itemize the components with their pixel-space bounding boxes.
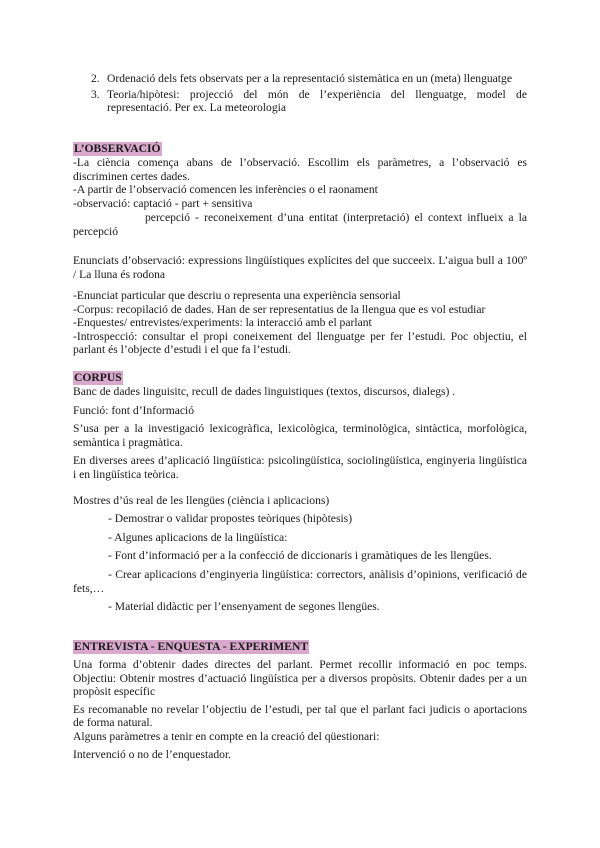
corpus-sub-item (73, 549, 527, 563)
corpus-definition: Banc de dades linguisitc, recull de dades linguistiques (textos, discursos, dialegs) . (73, 385, 456, 398)
list-item (73, 88, 527, 115)
corpus-arees: En diverses arees d’aplicació lingüística: psicolingüística, sociolingüística, enginyeria lingüística i en lingüística teòrica. (73, 454, 527, 481)
list-text: Teoria/hipòtesi: projecció del món de l’experiència del llenguatge, model de representació. Per ex. La meteorologia (107, 87, 527, 115)
corpus-sub-item (73, 600, 527, 614)
corpus-sub-text: - Font d’informació per a la confecció de diccionaris i gramàtiques de les llengües. (108, 549, 492, 563)
list-number: 2. (91, 72, 100, 85)
section-heading-corpus: CORPUS (74, 371, 122, 384)
list-text: Ordenació dels fets observats per a la representació sistemàtica en un (meta) llenguatge (107, 72, 512, 85)
corpus-sub-item (73, 531, 527, 545)
enunciats-paragraph: Enunciats d’observació: expressions lingüístiques explícites del que succeeix. L’aigua bull a 100º / La lluna és rodona (73, 254, 527, 281)
section-heading-entrevista: ENTREVISTA - ENQUESTA - EXPERIMENT (74, 640, 309, 653)
observacio-item: -Introspecció: consultar el propi coneixement del llenguatge per fer l’estudi. Poc objectiu, el parlant és l’objecte d’estudi i el que fa l’estudi. (73, 329, 527, 357)
section-heading-observacio: L’OBSERVACIÓ (74, 142, 161, 155)
corpus-sub-item (73, 512, 527, 526)
observacio-line: -A partir de l’observació comencen les inferències o el raonament (73, 183, 378, 197)
list-item (73, 72, 527, 86)
entrevista-paragraph: Es recomanable no revelar l’objectiu de l’estudi, per tal que el parlant faci judicis o aportacions de forma natural. (73, 702, 527, 730)
corpus-usa: S’usa per a la investigació lexicogràfica, lexicològica, terminològica, sintàctica, morfològica, semàntica i pragmàtica. (73, 422, 527, 449)
corpus-sub-item (73, 568, 527, 595)
corpus-mostres: Mostres d’ús real de les llengües (ciència i aplicacions) (73, 493, 330, 507)
corpus-sub-text: - Demostrar o validar propostes teòriques (hipòtesis) (108, 512, 353, 526)
observacio-item: -Enquestes/ entrevistes/experiments: la interacció amb el parlant (73, 316, 372, 330)
corpus-sub-text: - Crear aplicacions d’enginyeria lingüística: correctors, anàlisis d’opinions, verificació de fets,… (73, 567, 527, 595)
observacio-line: -La ciència comença abans de l’observació. Escollim els paràmetres, a l’observació es discriminen certes dades. (73, 156, 527, 183)
observacio-item: -Enunciat particular que descriu o representa una experiència sensorial (73, 289, 401, 302)
percepcio-text: percepció - reconeixement d’una entitat (interpretació) el context influeix a la percepció (73, 211, 527, 238)
corpus-sub-text: - Algunes aplicacions de la lingüística: (108, 530, 288, 544)
corpus-funcio: Funció: font d’Informació (73, 403, 195, 417)
corpus-sub-text: - Material didàctic per l’ensenyament de segones llengües. (108, 600, 380, 614)
observacio-item: -Corpus: recopilació de dades. Han de ser representatius de la llengua que es vol estudiar (73, 302, 486, 316)
numbered-list (73, 72, 527, 115)
entrevista-paragraph: Intervenció o no de l’enquestador. (73, 747, 232, 761)
entrevista-paragraph: Una forma d’obtenir dades directes del parlant. Permet recollir informació en poc temps. Objectiu: Obtenir mostres d’actuació lingüística per a diversos propòsits. Obtenir dades per a un propòsit específic (73, 658, 527, 699)
observacio-line: -observació: captació - part + sensitiva (73, 196, 253, 210)
list-number: 3. (91, 87, 100, 101)
entrevista-paragraph: Alguns paràmetres a tenir en compte en la creació del qüestionari: (73, 729, 380, 743)
observacio-line (73, 211, 527, 238)
